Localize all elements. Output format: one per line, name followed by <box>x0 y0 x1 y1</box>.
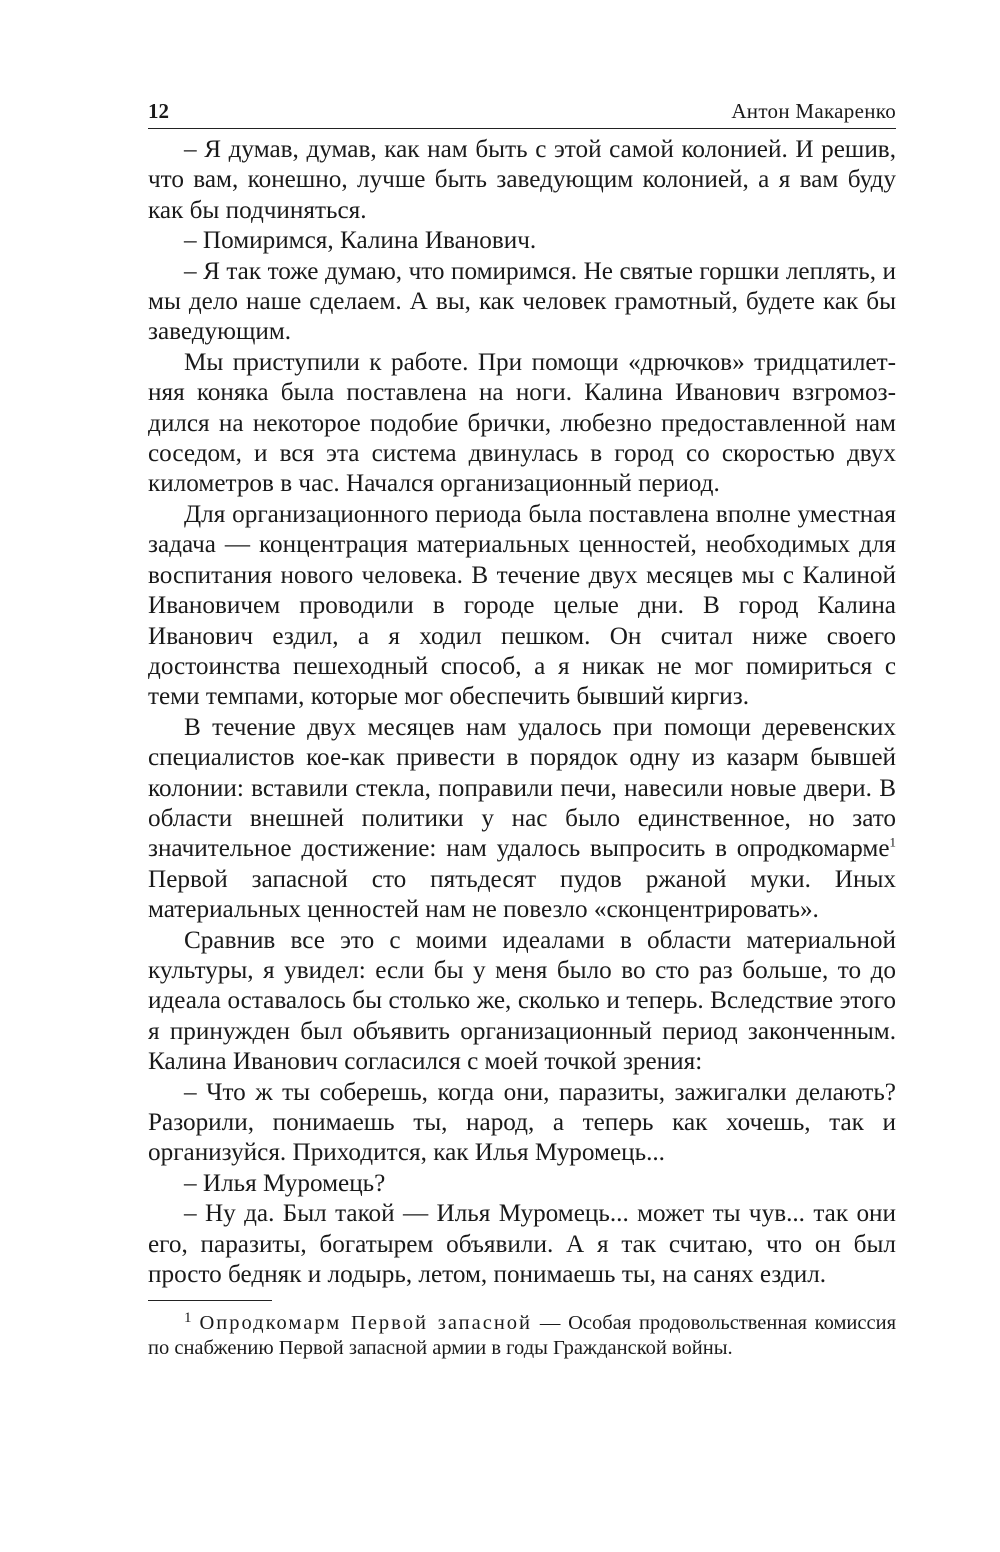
paragraph: Для организационного периода была поставлена вполне уместная задача — концентрация материальных ценностей, необходимых для воспитания нового человека. В течение двух месяцев мы с Калиной Ивановичем проводили в городе целые дни. В город Калина Иванович ездил, а я ходил пешком. Он считал ниже своего достоинства пешеходный способ, а я никак не мог помириться с теми темпами, которые мог обеспечить бывший киргиз. <box>148 500 896 711</box>
footnote-reference[interactable]: 1 <box>889 834 896 850</box>
paragraph-text: В течение двух месяцев нам удалось при помощи деревенских специалистов кое-как привести в порядок одну из казарм бывшей колонии: вставили стекла, поправили печи, навесили новые двери. В области внешней политики у нас было единственное, но зато значительное достижение: нам удалось выпросить в опродком <box>148 713 896 863</box>
paragraph: Мы приступили к работе. При помощи «дрючков» тридцатилетняя коняка была поставлена на ноги. Калина Иванович взгромоздился на некоторое подобие брички, любезно предоставленной нам соседом, и вся эта система двинулась в город со скоростью двух километров в час. Начался организационный период. <box>148 348 896 498</box>
paragraph: – Ну да. Был такой — Илья Муромець... может ты чув... так они его, паразиты, богатырем объявили. А я так считаю, что он был просто бедняк и лодырь, летом, понимаешь ты, на санях ездил. <box>148 1200 896 1289</box>
paragraph: – Я так тоже думаю, что помиримся. Не святые горшки леплять, и мы дело наше сделаем. А вы, как человек грамотный, будете как бы заведующим. <box>148 257 896 346</box>
paragraph: – Что ж ты соберешь, когда они, паразиты, зажигалки делають? Разорили, понимаешь ты, народ, а теперь как хочешь, так и организуйся. Приходится, как Илья Муромець... <box>148 1078 896 1167</box>
paragraph: – Илья Муромець? <box>184 1169 386 1197</box>
page-number: 12 <box>148 99 169 123</box>
footnote-term: Опродкомарм Первой запасной <box>199 1312 533 1335</box>
body-text <box>148 135 896 1290</box>
footnote-text: — Особая продовольственная комиссия по снабжению Первой запасной армии в годы Гражданской войны. <box>148 1312 896 1360</box>
running-head <box>148 96 896 129</box>
book-page <box>148 96 896 1361</box>
paragraph: – Я думав, думав, как нам быть с этой самой колонией. И решив, что вам, конешно, лучше быть заведующим колонией, а я вам буду как бы подчиняться. <box>148 136 896 224</box>
footnote <box>148 1311 896 1361</box>
paragraph: Сравнив все это с моими идеалами в области материальной культуры, я увидел: если бы у меня было во сто раз больше, то до идеала оставалось бы столько же, сколько и теперь. Вследствие этого я принужден был объявить организационный период законченным. Калина Иванович согласился с моей точкой зрения: <box>148 926 896 1076</box>
footnote-divider <box>148 1300 272 1301</box>
running-head-author: Антон Макаренко <box>731 99 896 123</box>
paragraph: – Помиримся, Калина Иванович. <box>184 227 537 255</box>
paragraph-text-continued: арме <box>838 835 890 863</box>
paragraph-with-footnote-ref <box>148 713 896 926</box>
paragraph-text-after-ref: Первой запасной сто пятьдесят пудов ржаной муки. Иных материальных ценностей нам не повезло «сконцентрировать». <box>148 865 896 924</box>
footnote-marker: 1 <box>184 1309 192 1326</box>
